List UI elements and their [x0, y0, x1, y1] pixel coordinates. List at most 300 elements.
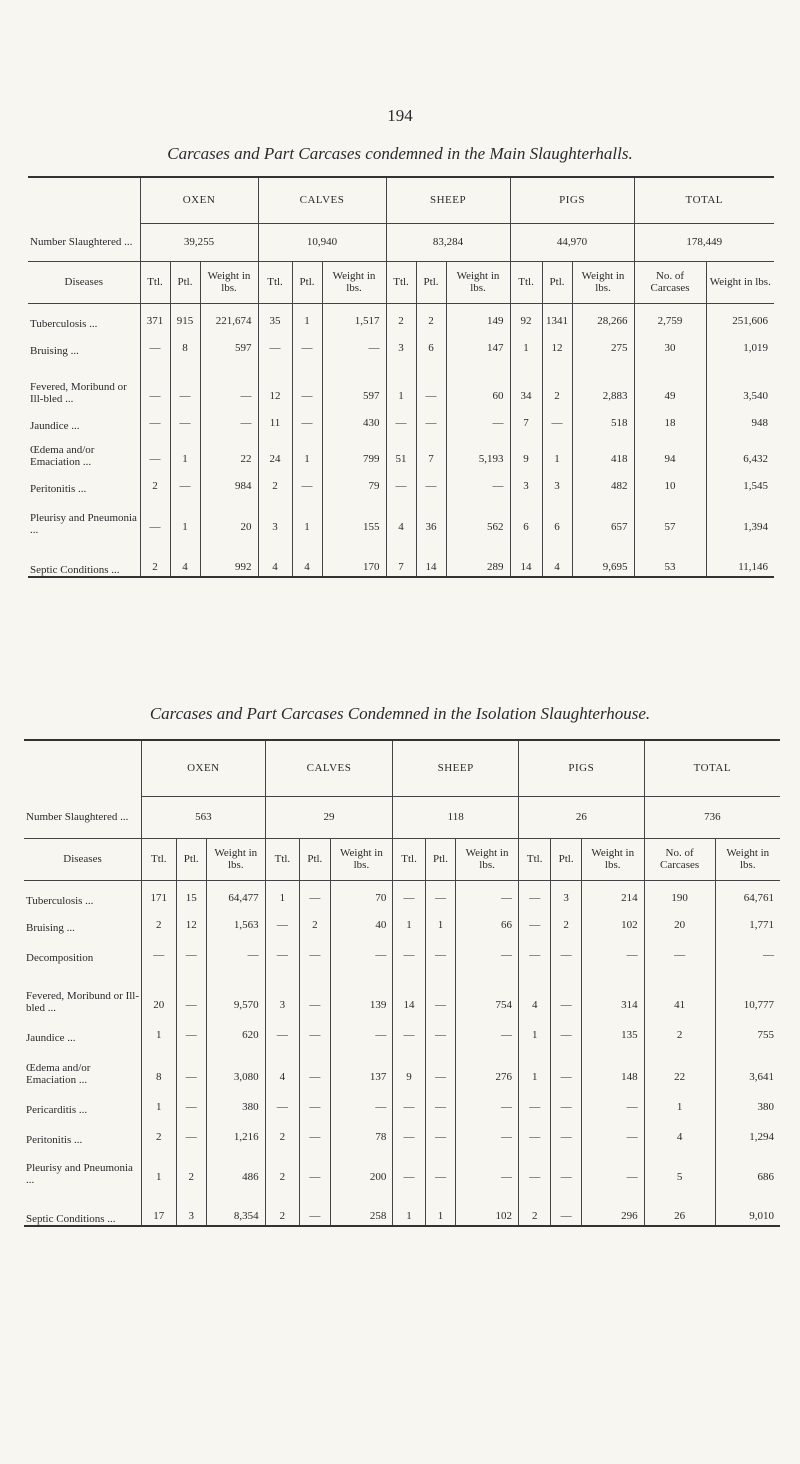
value-cell: 9	[510, 432, 542, 468]
value-cell: 2	[416, 303, 446, 330]
value-cell: 3	[386, 330, 416, 357]
isolation-slaughterhouse-title: Carcases and Part Carcases Condemned in the Isolation Slaughterhouse.	[149, 704, 651, 723]
value-cell: 2	[386, 303, 416, 330]
value-cell: —	[300, 1044, 330, 1086]
value-cell: —	[300, 1014, 330, 1044]
value-cell: 8,354	[206, 1186, 265, 1226]
sub-header-ptl: Ptl.	[551, 838, 581, 880]
value-cell: 4	[386, 495, 416, 536]
value-cell: —	[456, 934, 519, 964]
value-cell: 1	[292, 303, 322, 330]
value-cell: 20	[142, 964, 176, 1014]
value-cell: 135	[581, 1014, 644, 1044]
table-row	[24, 907, 780, 934]
value-cell: 92	[510, 303, 542, 330]
value-cell: 17	[142, 1186, 176, 1226]
value-cell: 380	[715, 1086, 780, 1116]
sub-header-ttl: Ttl.	[386, 261, 416, 303]
value-cell: —	[300, 1086, 330, 1116]
value-cell: 1,019	[706, 330, 774, 357]
corner-cell	[24, 740, 142, 796]
value-cell: 51	[386, 432, 416, 468]
group-header-pigs: PIGS	[519, 740, 645, 796]
value-cell: —	[519, 1146, 551, 1186]
value-cell: —	[393, 934, 425, 964]
value-cell: 380	[206, 1086, 265, 1116]
value-cell: 371	[140, 303, 170, 330]
sub-header-ptl: Ptl.	[176, 838, 206, 880]
value-cell: 60	[446, 357, 510, 405]
slaughtered-count-total: 736	[644, 796, 780, 838]
value-cell: —	[258, 330, 292, 357]
value-cell: —	[386, 468, 416, 495]
value-cell: 1	[142, 1086, 176, 1116]
value-cell: —	[200, 405, 258, 432]
value-cell: 8	[142, 1044, 176, 1086]
value-cell: —	[170, 405, 200, 432]
slaughtered-count-oxen: 563	[142, 796, 266, 838]
value-cell: 2	[142, 1116, 176, 1146]
value-cell: 251,606	[706, 303, 774, 330]
value-cell: 518	[572, 405, 634, 432]
value-cell: 49	[634, 357, 706, 405]
value-cell: 430	[322, 405, 386, 432]
sub-header-weight: Weight in lbs.	[330, 838, 393, 880]
value-cell: 1	[393, 907, 425, 934]
value-cell: 147	[446, 330, 510, 357]
group-header-oxen: OXEN	[142, 740, 266, 796]
value-cell: 2	[265, 1186, 299, 1226]
value-cell: —	[519, 1116, 551, 1146]
value-cell: —	[330, 1014, 393, 1044]
value-cell: 35	[258, 303, 292, 330]
value-cell: —	[393, 1116, 425, 1146]
value-cell: —	[300, 1146, 330, 1186]
value-cell: —	[551, 1086, 581, 1116]
value-cell: 1	[510, 330, 542, 357]
number-slaughtered-label: Number Slaughtered ...	[28, 223, 140, 261]
value-cell: 14	[510, 536, 542, 577]
value-cell: 5,193	[446, 432, 510, 468]
value-cell: —	[581, 934, 644, 964]
value-cell: 11,146	[706, 536, 774, 577]
value-cell: 2	[644, 1014, 715, 1044]
sub-header-weight: Weight in lbs.	[446, 261, 510, 303]
value-cell: —	[176, 1044, 206, 1086]
value-cell: 3,540	[706, 357, 774, 405]
value-cell: 1	[425, 1186, 455, 1226]
disease-label: Bruising ...	[26, 922, 75, 934]
value-cell: 41	[644, 964, 715, 1014]
value-cell: 12	[258, 357, 292, 405]
value-cell: 276	[456, 1044, 519, 1086]
value-cell: 53	[634, 536, 706, 577]
sub-header-weight: Weight in lbs.	[200, 261, 258, 303]
sub-header-weight: Weight in lbs.	[706, 261, 774, 303]
disease-label: Tuberculosis ...	[26, 895, 94, 907]
value-cell: 3	[176, 1186, 206, 1226]
value-cell: 14	[416, 536, 446, 577]
group-header-row	[24, 740, 780, 796]
value-cell: —	[170, 468, 200, 495]
value-cell: —	[416, 405, 446, 432]
value-cell: —	[292, 468, 322, 495]
value-cell: 3,080	[206, 1044, 265, 1086]
sub-header-ttl: Ttl.	[393, 838, 425, 880]
value-cell: —	[425, 934, 455, 964]
value-cell: —	[456, 1146, 519, 1186]
sub-header-ptl: Ptl.	[416, 261, 446, 303]
main-slaughterhalls-table	[28, 176, 774, 578]
sub-header-ptl: Ptl.	[542, 261, 572, 303]
value-cell: 78	[330, 1116, 393, 1146]
table-row	[24, 1146, 780, 1186]
value-cell: —	[519, 934, 551, 964]
value-cell: —	[425, 964, 455, 1014]
value-cell: 1	[644, 1086, 715, 1116]
slaughtered-count-sheep: 83,284	[386, 223, 510, 261]
value-cell: 2	[519, 1186, 551, 1226]
value-cell: 18	[634, 405, 706, 432]
value-cell: —	[330, 934, 393, 964]
value-cell: —	[446, 468, 510, 495]
table-row	[24, 1044, 780, 1086]
slaughtered-count-sheep: 118	[393, 796, 519, 838]
value-cell: —	[551, 1116, 581, 1146]
sub-header-ttl: Ttl.	[519, 838, 551, 880]
disease-label: Peritonitis ...	[30, 483, 87, 495]
sub-header-weight: Weight in lbs.	[581, 838, 644, 880]
sub-header-carcases: No. of Carcases	[634, 261, 706, 303]
slaughtered-count-calves: 10,940	[258, 223, 386, 261]
value-cell: —	[393, 1086, 425, 1116]
number-slaughtered-row	[24, 796, 780, 838]
table-row	[28, 536, 774, 577]
value-cell: 1	[292, 432, 322, 468]
value-cell: 6	[510, 495, 542, 536]
value-cell: —	[142, 934, 176, 964]
value-cell: 26	[644, 1186, 715, 1226]
value-cell: 1	[393, 1186, 425, 1226]
value-cell: —	[393, 880, 425, 907]
value-cell: 1	[265, 880, 299, 907]
value-cell: —	[393, 1014, 425, 1044]
value-cell: 1	[386, 357, 416, 405]
value-cell: —	[330, 1086, 393, 1116]
table-row	[24, 934, 780, 964]
value-cell: —	[386, 405, 416, 432]
disease-label: Septic Conditions ...	[26, 1213, 116, 1225]
value-cell: —	[265, 1014, 299, 1044]
value-cell: 1	[292, 495, 322, 536]
group-header-calves: CALVES	[265, 740, 393, 796]
value-cell: 1,771	[715, 907, 780, 934]
value-cell: 149	[446, 303, 510, 330]
slaughtered-count-pigs: 26	[519, 796, 645, 838]
value-cell: 418	[572, 432, 634, 468]
disease-label: Pleurisy and Pneumonia ...	[26, 1162, 133, 1186]
disease-label: Jaundice ...	[30, 420, 80, 432]
value-cell: 6	[416, 330, 446, 357]
value-cell: 1	[542, 432, 572, 468]
value-cell: 1	[170, 495, 200, 536]
value-cell: 1	[170, 432, 200, 468]
value-cell: 1	[142, 1014, 176, 1044]
slaughtered-count-calves: 29	[265, 796, 393, 838]
value-cell: 289	[446, 536, 510, 577]
value-cell: 66	[456, 907, 519, 934]
value-cell: 11	[258, 405, 292, 432]
sub-header-weight: Weight in lbs.	[206, 838, 265, 880]
value-cell: 137	[330, 1044, 393, 1086]
value-cell: 9	[393, 1044, 425, 1086]
table-row	[24, 964, 780, 1014]
disease-label: Peritonitis ...	[26, 1134, 83, 1146]
value-cell: 1,216	[206, 1116, 265, 1146]
value-cell: —	[519, 907, 551, 934]
value-cell: 755	[715, 1014, 780, 1044]
slaughtered-count-total: 178,449	[634, 223, 774, 261]
value-cell: —	[140, 405, 170, 432]
value-cell: 562	[446, 495, 510, 536]
value-cell: —	[644, 934, 715, 964]
value-cell: 597	[322, 357, 386, 405]
value-cell: —	[170, 357, 200, 405]
value-cell: 6,432	[706, 432, 774, 468]
value-cell: 3	[551, 880, 581, 907]
value-cell: 3	[510, 468, 542, 495]
sub-header-ttl: Ttl.	[140, 261, 170, 303]
disease-label: Decomposition	[26, 952, 94, 964]
value-cell: —	[265, 1086, 299, 1116]
value-cell: —	[551, 1146, 581, 1186]
value-cell: —	[416, 357, 446, 405]
value-cell: 2	[265, 1146, 299, 1186]
value-cell: 2	[265, 1116, 299, 1146]
value-cell: 1	[519, 1014, 551, 1044]
value-cell: 296	[581, 1186, 644, 1226]
group-header-pigs: PIGS	[510, 177, 634, 223]
value-cell: 4	[519, 964, 551, 1014]
group-header-sheep: SHEEP	[393, 740, 519, 796]
value-cell: —	[140, 495, 170, 536]
value-cell: 34	[510, 357, 542, 405]
value-cell: —	[265, 934, 299, 964]
value-cell: 10,777	[715, 964, 780, 1014]
value-cell: 1	[519, 1044, 551, 1086]
table-row	[24, 880, 780, 907]
value-cell: —	[446, 405, 510, 432]
value-cell: —	[300, 964, 330, 1014]
table-row	[28, 330, 774, 357]
value-cell: 1	[425, 907, 455, 934]
value-cell: 4	[292, 536, 322, 577]
value-cell: 984	[200, 468, 258, 495]
value-cell: 214	[581, 880, 644, 907]
value-cell: —	[581, 1086, 644, 1116]
sub-header-ttl: Ttl.	[142, 838, 176, 880]
value-cell: —	[176, 964, 206, 1014]
value-cell: 57	[634, 495, 706, 536]
value-cell: —	[140, 330, 170, 357]
value-cell: —	[551, 1014, 581, 1044]
value-cell: 3	[542, 468, 572, 495]
value-cell: 148	[581, 1044, 644, 1086]
group-header-calves: CALVES	[258, 177, 386, 223]
value-cell: —	[292, 405, 322, 432]
value-cell: 1,294	[715, 1116, 780, 1146]
value-cell: 15	[176, 880, 206, 907]
disease-label: Tuberculosis ...	[30, 318, 98, 330]
value-cell: 2	[542, 357, 572, 405]
value-cell: 2,759	[634, 303, 706, 330]
table-row	[28, 495, 774, 536]
value-cell: —	[292, 330, 322, 357]
value-cell: —	[425, 880, 455, 907]
value-cell: 12	[542, 330, 572, 357]
value-cell: —	[300, 934, 330, 964]
value-cell: —	[300, 1186, 330, 1226]
table-row	[28, 468, 774, 495]
value-cell: 221,674	[200, 303, 258, 330]
slaughtered-count-pigs: 44,970	[510, 223, 634, 261]
table-row	[28, 405, 774, 432]
value-cell: —	[425, 1044, 455, 1086]
value-cell: 200	[330, 1146, 393, 1186]
value-cell: 70	[330, 880, 393, 907]
value-cell: 6	[542, 495, 572, 536]
value-cell: —	[416, 468, 446, 495]
sub-header-ptl: Ptl.	[300, 838, 330, 880]
number-slaughtered-label: Number Slaughtered ...	[24, 796, 142, 838]
table-row	[24, 1086, 780, 1116]
group-header-total: TOTAL	[634, 177, 774, 223]
value-cell: 14	[393, 964, 425, 1014]
value-cell: 28,266	[572, 303, 634, 330]
value-cell: 102	[581, 907, 644, 934]
value-cell: —	[176, 1116, 206, 1146]
value-cell: —	[300, 880, 330, 907]
sub-header-row	[28, 261, 774, 303]
value-cell: —	[542, 405, 572, 432]
value-cell: 36	[416, 495, 446, 536]
value-cell: 1,394	[706, 495, 774, 536]
value-cell: 5	[644, 1146, 715, 1186]
value-cell: —	[456, 1116, 519, 1146]
diseases-header: Diseases	[28, 261, 140, 303]
disease-label: Œdema and/or Emaciation ...	[26, 1062, 91, 1086]
value-cell: —	[581, 1146, 644, 1186]
value-cell: 2	[142, 907, 176, 934]
value-cell: 7	[386, 536, 416, 577]
value-cell: 139	[330, 964, 393, 1014]
value-cell: 40	[330, 907, 393, 934]
value-cell: 620	[206, 1014, 265, 1044]
value-cell: —	[519, 1086, 551, 1116]
value-cell: 3	[258, 495, 292, 536]
value-cell: 9,695	[572, 536, 634, 577]
value-cell: 1,563	[206, 907, 265, 934]
sub-header-weight: Weight in lbs.	[715, 838, 780, 880]
value-cell: 7	[510, 405, 542, 432]
value-cell: 30	[634, 330, 706, 357]
value-cell: 79	[322, 468, 386, 495]
value-cell: 2	[258, 468, 292, 495]
sub-header-ttl: Ttl.	[510, 261, 542, 303]
value-cell: —	[176, 934, 206, 964]
value-cell: 597	[200, 330, 258, 357]
value-cell: 992	[200, 536, 258, 577]
value-cell: 24	[258, 432, 292, 468]
disease-label: Pleurisy and Pneumonia ...	[30, 512, 137, 536]
value-cell: 2	[140, 536, 170, 577]
value-cell: 2	[140, 468, 170, 495]
disease-label: Bruising ...	[30, 345, 79, 357]
value-cell: 915	[170, 303, 200, 330]
value-cell: 8	[170, 330, 200, 357]
value-cell: 2	[176, 1146, 206, 1186]
sub-header-weight: Weight in lbs.	[572, 261, 634, 303]
value-cell: 4	[265, 1044, 299, 1086]
value-cell: —	[140, 357, 170, 405]
disease-label: Œdema and/or Emaciation ...	[30, 444, 95, 468]
table-row	[28, 357, 774, 405]
group-header-total: TOTAL	[644, 740, 780, 796]
disease-label: Fevered, Moribund or Ill-bled ...	[30, 381, 127, 405]
value-cell: 3,641	[715, 1044, 780, 1086]
value-cell: 4	[258, 536, 292, 577]
value-cell: 1,517	[322, 303, 386, 330]
value-cell: —	[425, 1014, 455, 1044]
value-cell: 20	[200, 495, 258, 536]
value-cell: 3	[265, 964, 299, 1014]
disease-label: Septic Conditions ...	[30, 564, 120, 576]
table-row	[24, 1014, 780, 1044]
value-cell: —	[425, 1116, 455, 1146]
value-cell: 94	[634, 432, 706, 468]
value-cell: 171	[142, 880, 176, 907]
sub-header-ptl: Ptl.	[425, 838, 455, 880]
disease-label: Pericarditis ...	[26, 1104, 88, 1116]
sub-header-weight: Weight in lbs.	[456, 838, 519, 880]
main-slaughterhalls-title: Carcases and Part Carcases condemned in the Main Slaughterhalls.	[167, 144, 633, 163]
value-cell: 10	[634, 468, 706, 495]
value-cell: —	[519, 880, 551, 907]
sub-header-ttl: Ttl.	[258, 261, 292, 303]
table-row	[24, 1116, 780, 1146]
value-cell: 314	[581, 964, 644, 1014]
value-cell: —	[551, 1044, 581, 1086]
value-cell: 22	[644, 1044, 715, 1086]
value-cell: 486	[206, 1146, 265, 1186]
value-cell: 9,570	[206, 964, 265, 1014]
group-header-sheep: SHEEP	[386, 177, 510, 223]
value-cell: 22	[200, 432, 258, 468]
value-cell: —	[551, 934, 581, 964]
value-cell: —	[715, 934, 780, 964]
value-cell: 482	[572, 468, 634, 495]
value-cell: —	[176, 1086, 206, 1116]
group-header-oxen: OXEN	[140, 177, 258, 223]
table-row	[28, 303, 774, 330]
value-cell: 64,477	[206, 880, 265, 907]
value-cell: 1	[142, 1146, 176, 1186]
sub-header-ttl: Ttl.	[265, 838, 299, 880]
value-cell: —	[322, 330, 386, 357]
value-cell: 2,883	[572, 357, 634, 405]
value-cell: —	[456, 1014, 519, 1044]
value-cell: —	[300, 1116, 330, 1146]
